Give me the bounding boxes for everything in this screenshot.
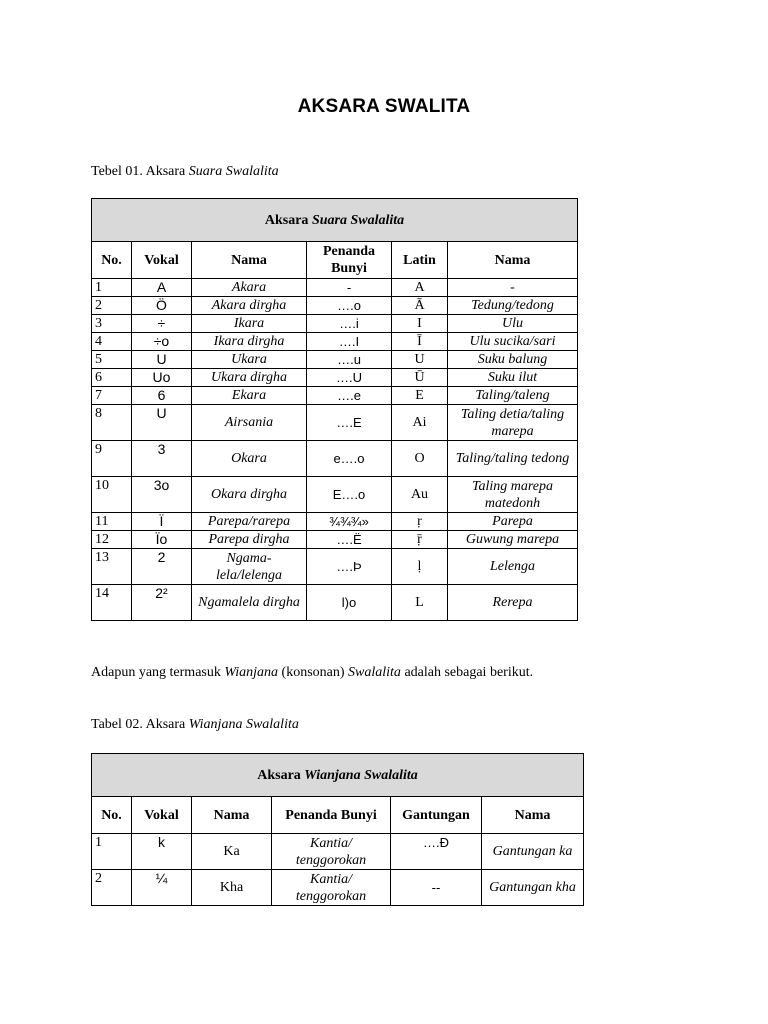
para-text: Adapun yang termasuk: [91, 665, 225, 680]
penanda-cell: Kantia/ tenggorokan: [272, 870, 391, 906]
nama2-cell: Parepa: [448, 513, 578, 531]
table-header-row: [92, 199, 578, 242]
penanda-cell: l)o: [307, 585, 392, 621]
vokal-glyph: U: [132, 351, 192, 369]
row-number: 13: [92, 549, 132, 585]
vokal-glyph: Ö: [132, 297, 192, 315]
caption-italic: Suara Swalalita: [188, 164, 279, 179]
latin-cell: Ā: [392, 297, 448, 315]
suara-swalalita-table: [91, 198, 578, 621]
vokal-glyph: 2²: [132, 585, 192, 621]
column-header-row: [92, 242, 578, 279]
nama-cell: Ikara: [192, 315, 307, 333]
nama2-cell: Guwung marepa: [448, 531, 578, 549]
header-text: Aksara: [257, 767, 305, 783]
para-text: adalah sebagai berikut.: [400, 665, 534, 680]
row-number: 9: [92, 441, 132, 477]
nama2-cell: Lelenga: [448, 549, 578, 585]
nama2-cell: Taling/taling tedong: [448, 441, 578, 477]
para-italic: Wianjana: [224, 665, 279, 680]
vokal-glyph: ÷: [132, 315, 192, 333]
vokal-glyph: 3: [132, 441, 192, 477]
latin-cell: Ī: [392, 333, 448, 351]
nama-cell: Airsania: [192, 405, 307, 441]
page-title: AKSARA SWALITA: [297, 96, 471, 117]
table-row: [92, 351, 578, 369]
nama-cell: Akara dirgha: [192, 297, 307, 315]
penanda-cell: ….I: [307, 333, 392, 351]
table-header: [92, 199, 578, 242]
row-number: 3: [92, 315, 132, 333]
caption-text: Tebel 01. Aksara: [91, 164, 189, 179]
table-row: [92, 477, 578, 513]
col-no: No.: [92, 797, 132, 834]
penanda-cell: -: [307, 279, 392, 297]
penanda-cell: ….E: [307, 405, 392, 441]
latin-cell: ḷ: [392, 549, 448, 585]
nama-cell: Okara dirgha: [192, 477, 307, 513]
nama-cell: Okara: [192, 441, 307, 477]
latin-cell: Au: [392, 477, 448, 513]
vokal-glyph: ¼: [132, 870, 192, 906]
intro-paragraph: [91, 665, 533, 681]
latin-cell: U: [392, 351, 448, 369]
table-row: [92, 531, 578, 549]
vokal-glyph: Ïo: [132, 531, 192, 549]
table-row: [92, 834, 584, 870]
row-number: 2: [92, 870, 132, 906]
table-row: [92, 315, 578, 333]
para-italic: Swalalita: [348, 665, 401, 680]
table1-caption: [91, 164, 279, 180]
col-gantungan: Gantungan: [391, 797, 482, 834]
nama-cell: Ukara dirgha: [192, 369, 307, 387]
vokal-glyph: Uo: [132, 369, 192, 387]
table-row: [92, 387, 578, 405]
wianjana-swalalita-table: [91, 753, 584, 906]
penanda-cell: ….Ë: [307, 531, 392, 549]
table-row: [92, 441, 578, 477]
penanda-cell: ….o: [307, 297, 392, 315]
col-penanda: Penanda Bunyi: [307, 242, 392, 279]
col-nama: Nama: [192, 797, 272, 834]
penanda-cell: ….u: [307, 351, 392, 369]
latin-cell: Ai: [392, 405, 448, 441]
penanda-cell: ….Þ: [307, 549, 392, 585]
nama2-cell: Gantungan ka: [482, 834, 584, 870]
row-number: 2: [92, 297, 132, 315]
vokal-glyph: ÷o: [132, 333, 192, 351]
nama2-cell: Rerepa: [448, 585, 578, 621]
nama2-cell: Gantungan kha: [482, 870, 584, 906]
nama2-cell: Tedung/tedong: [448, 297, 578, 315]
caption-italic: Wianjana Swalalita: [188, 717, 299, 732]
row-number: 1: [92, 279, 132, 297]
gantungan-cell: ….Ð: [391, 834, 482, 870]
col-latin: Latin: [392, 242, 448, 279]
nama-cell: Parepa dirgha: [192, 531, 307, 549]
nama2-cell: Ulu sucika/sari: [448, 333, 578, 351]
col-vokal: Vokal: [132, 797, 192, 834]
row-number: 1: [92, 834, 132, 870]
table-row: [92, 549, 578, 585]
nama-cell: Ikara dirgha: [192, 333, 307, 351]
nama-cell: Akara: [192, 279, 307, 297]
col-nama2: Nama: [448, 242, 578, 279]
nama-cell: Kha: [192, 870, 272, 906]
col-nama: Nama: [192, 242, 307, 279]
penanda-cell: ¾¾¾»: [307, 513, 392, 531]
nama-cell: Ngamalela dirgha: [192, 585, 307, 621]
nama2-cell: Taling/taleng: [448, 387, 578, 405]
row-number: 6: [92, 369, 132, 387]
latin-cell: Ū: [392, 369, 448, 387]
penanda-cell: Kantia/ tenggorokan: [272, 834, 391, 870]
table-row: [92, 585, 578, 621]
col-vokal: Vokal: [132, 242, 192, 279]
row-number: 7: [92, 387, 132, 405]
nama-cell: Parepa/rarepa: [192, 513, 307, 531]
penanda-cell: e….o: [307, 441, 392, 477]
gantungan-cell: --: [391, 870, 482, 906]
latin-cell: O: [392, 441, 448, 477]
row-number: 5: [92, 351, 132, 369]
column-header-row: [92, 797, 584, 834]
table2-caption: [91, 717, 299, 733]
row-number: 10: [92, 477, 132, 513]
row-number: 11: [92, 513, 132, 531]
nama2-cell: Suku balung: [448, 351, 578, 369]
penanda-cell: ….i: [307, 315, 392, 333]
nama2-cell: Suku ilut: [448, 369, 578, 387]
latin-cell: L: [392, 585, 448, 621]
row-number: 8: [92, 405, 132, 441]
row-number: 14: [92, 585, 132, 621]
col-nama2: Nama: [482, 797, 584, 834]
nama-cell: Ekara: [192, 387, 307, 405]
vokal-glyph: k: [132, 834, 192, 870]
latin-cell: E: [392, 387, 448, 405]
penanda-cell: ….U: [307, 369, 392, 387]
row-number: 4: [92, 333, 132, 351]
vokal-glyph: 2: [132, 549, 192, 585]
latin-cell: ṝ: [392, 531, 448, 549]
penanda-cell: E….o: [307, 477, 392, 513]
table-row: [92, 279, 578, 297]
caption-text: Tabel 02. Aksara: [91, 717, 189, 732]
row-number: 12: [92, 531, 132, 549]
vokal-glyph: Ï: [132, 513, 192, 531]
nama-cell: Ka: [192, 834, 272, 870]
table-row: [92, 297, 578, 315]
nama2-cell: Ulu: [448, 315, 578, 333]
table-row: [92, 513, 578, 531]
para-text: (konsonan): [278, 665, 349, 680]
latin-cell: A: [392, 279, 448, 297]
nama2-cell: Taling detia/taling marepa: [448, 405, 578, 441]
header-italic: Suara Swalalita: [311, 212, 405, 228]
nama2-cell: Taling marepa matedonh: [448, 477, 578, 513]
latin-cell: I: [392, 315, 448, 333]
table-header: [92, 754, 584, 797]
table-row: [92, 405, 578, 441]
vokal-glyph: A: [132, 279, 192, 297]
table-row: [92, 333, 578, 351]
penanda-cell: ….e: [307, 387, 392, 405]
vokal-glyph: 6: [132, 387, 192, 405]
nama2-cell: -: [448, 279, 578, 297]
header-italic: Wianjana Swalalita: [304, 767, 418, 783]
table-header-row: [92, 754, 584, 797]
header-text: Aksara: [264, 212, 312, 228]
col-penanda: Penanda Bunyi: [272, 797, 391, 834]
nama-cell: Ukara: [192, 351, 307, 369]
table-row: [92, 870, 584, 906]
vokal-glyph: 3o: [132, 477, 192, 513]
table-row: [92, 369, 578, 387]
col-no: No.: [92, 242, 132, 279]
latin-cell: ṛ: [392, 513, 448, 531]
nama-cell: Ngama-lela/lelenga: [192, 549, 307, 585]
vokal-glyph: U: [132, 405, 192, 441]
